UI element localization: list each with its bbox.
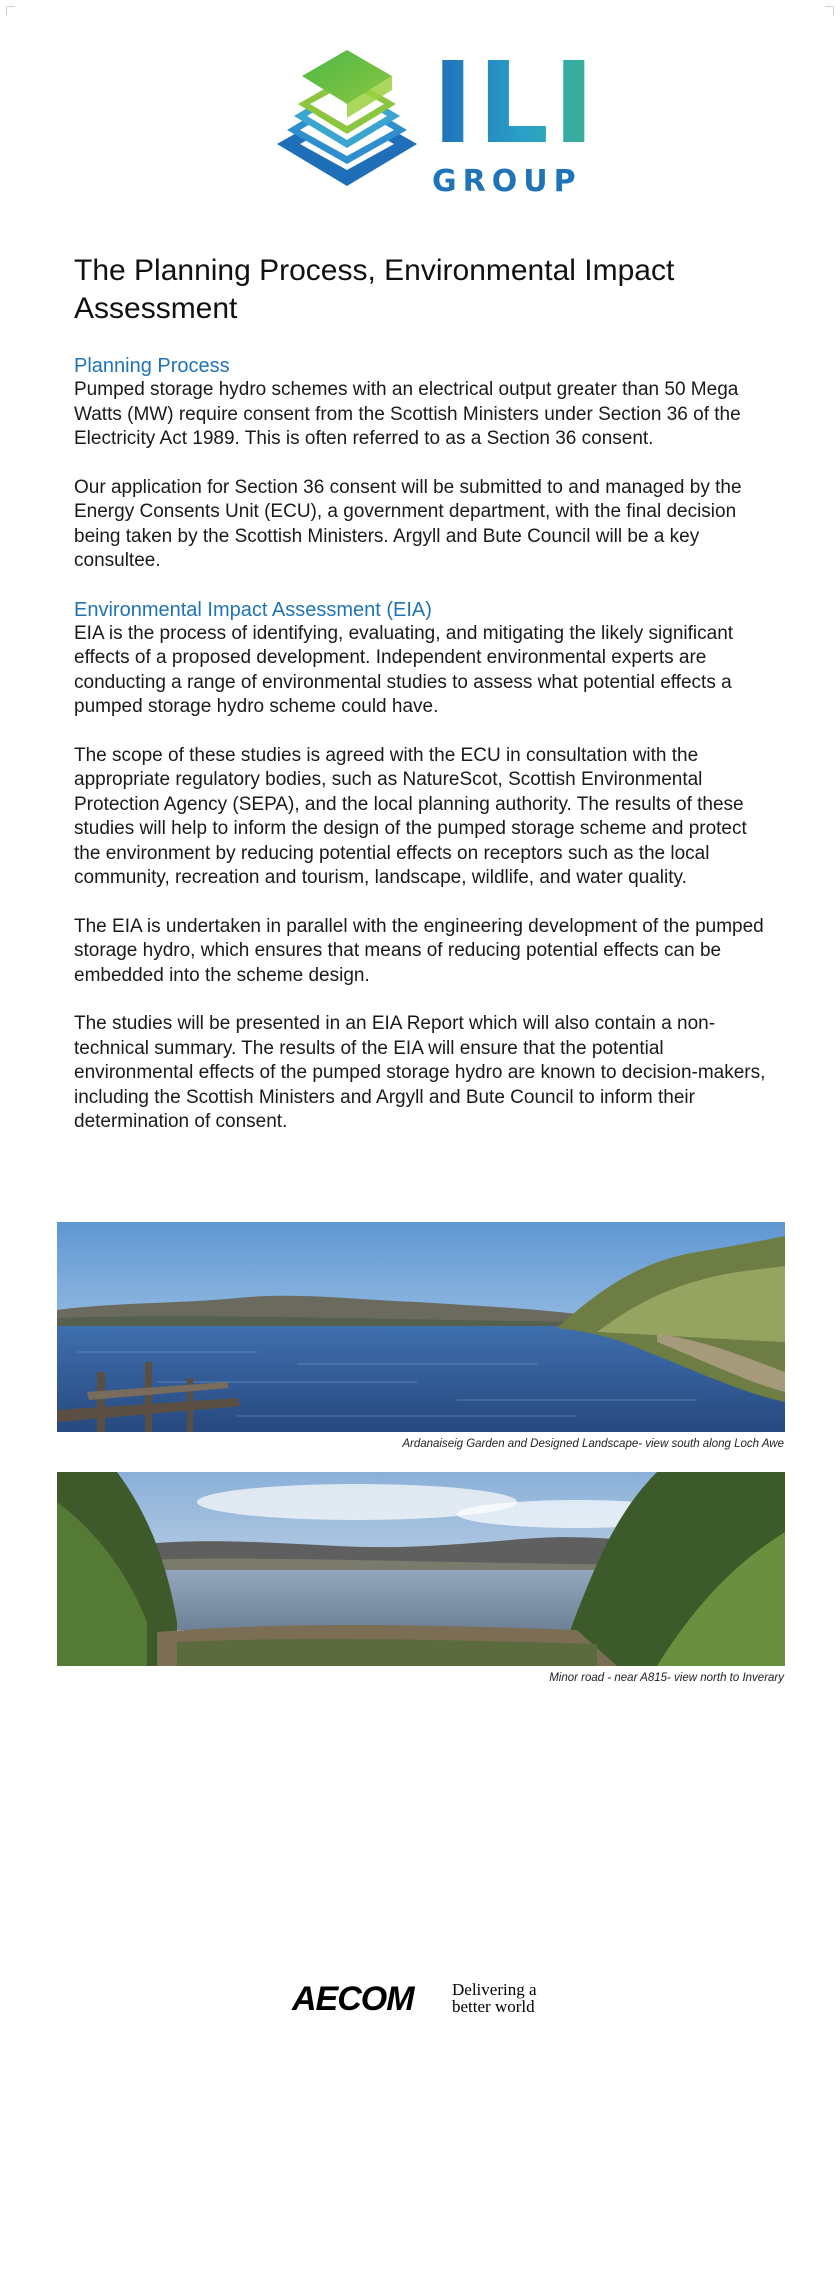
ili-group-logo (272, 39, 599, 206)
crop-mark-top-left (6, 6, 15, 15)
main-content (74, 252, 774, 1159)
eia-section (74, 598, 774, 1135)
photo-loch-awe (57, 1222, 785, 1432)
aecom-tagline: Delivering a better world (452, 1980, 537, 2016)
aecom-wordmark: AECOM (292, 1980, 414, 2018)
aecom-logo (292, 1980, 562, 2020)
photo-inverary (57, 1472, 785, 1666)
planning-paragraph-1: Pumped storage hydro schemes with an electrical output greater than 50 Mega Watts (MW) require consent from the Scottish Ministers under Section 36 of the Electricity Act 1989. This is often referred to as a Section 36 consent. (74, 379, 741, 449)
eia-section-title: Environmental Impact Assessment (EIA) (74, 598, 432, 621)
logo-wordmark: ILI (432, 39, 599, 169)
eia-paragraph-3: The EIA is undertaken in parallel with the engineering development of the pumped storage hydro, which ensures that means of reducing potential effects can be embedded into the scheme design. (74, 915, 764, 986)
photo-2-caption: Minor road - near A815- view north to Inverary (549, 1672, 784, 1684)
eia-paragraph-2: The scope of these studies is agreed with the ECU in consultation with the appropriate regulatory bodies, such as NatureScot, Scottish Environmental Protection Agency (SEPA), and the local planning authority. The results of these studies will help to inform the design of the pumped storage scheme and protect the environment by reducing potential effects on receptors such as the local community, recreation and tourism, landscape, wildlife, and water quality. (74, 744, 747, 888)
planning-section (74, 354, 774, 574)
planning-paragraph-2: Our application for Section 36 consent will be submitted to and managed by the Energy Consents Unit (ECU), a government department, with the final decision being taken by the Scottish Ministers. Argyll and Bute Council will be a key consultee. (74, 476, 742, 571)
crop-mark-top-right (825, 6, 834, 15)
ili-layered-diamond-icon (272, 46, 422, 196)
logo-subword: GROUP (432, 164, 582, 199)
photo-1-caption: Ardanaiseig Garden and Designed Landscape- view south along Loch Awe (402, 1438, 784, 1450)
page-title: The Planning Process, Environmental Impact Assessment (74, 254, 675, 325)
eia-paragraph-1: EIA is the process of identifying, evaluating, and mitigating the likely significant effects of a proposed development. Independent environmental experts are conducting a range of environmental studies to assess what potential effects a pumped storage hydro scheme could have. (74, 622, 734, 717)
eia-paragraph-4: The studies will be presented in an EIA Report which will also contain a non-technical summary. The results of the EIA will ensure that the potential environmental effects of the pumped storage hydro are known to decision-makers, including the Scottish Ministers and Argyll and Bute Council to inform their determination of consent. (74, 1013, 766, 1132)
planning-section-title: Planning Process (74, 355, 230, 377)
